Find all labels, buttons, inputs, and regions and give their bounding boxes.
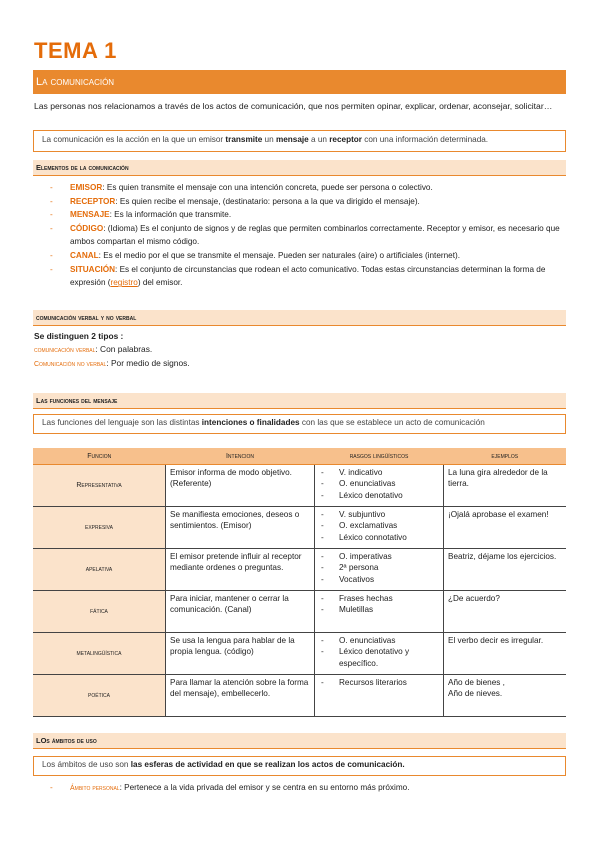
trait-item: - O. imperativas [319,551,439,562]
table-header-row [33,448,566,465]
element-text: : Es quien transmite el mensaje con una intención concreta, puede ser persona o colectivo. [102,183,433,192]
functions-def-bold: intenciones o finalidades [201,418,300,427]
table-row [33,591,566,633]
element-text: : Es quien recibe el mensaje, (destinatario: persona a la que va dirigido el mensaje). [115,196,420,206]
intro-paragraph: Las personas nos relacionamos a través de los actos de comunicación, que nos permiten opinar, explicar, ordenar, aconsejar, solicitar… [34,101,553,111]
trait-item: - Léxico denotativo y específico. [319,646,439,669]
function-intent: Para llamar la atención sobre la forma del mensaje), embellecerlo. [166,675,315,717]
element-text: : (Idioma) Es el conjunto de signos y de reglas que permiten combinarlos correctamente. Receptor y emisor, es necesario que ambos compartan el mismo código. [70,223,560,247]
definition-bold: transmite [225,135,263,144]
table-row [33,633,566,675]
function-example: ¿De acuerdo? [444,591,567,633]
ambito-personal-item [50,783,410,792]
trait-item: - V. indicativo [319,467,439,478]
functions-def-text: con las que se establece un acto de comunicación [299,418,485,427]
list-item [50,249,570,263]
function-name: apelativa [33,549,166,591]
section-header-functions: Las funciones del mensaje [33,393,566,409]
table-header: rasgos lingüísticos [315,448,444,465]
function-traits [315,507,444,549]
trait-item: - O. enunciativas [319,478,439,489]
trait-item: - O. enunciativas [319,635,439,646]
function-traits [315,549,444,591]
function-traits [315,675,444,717]
verbal-item [34,343,190,357]
element-term: SITUACIÓN [70,264,116,274]
element-term: RECEPTOR [70,196,116,206]
function-example: El verbo decir es irregular. [444,633,567,675]
trait-item: - V. subjuntivo [319,509,439,520]
verbal-label: comunicación verbal [34,347,96,354]
table-header: Intencion [166,448,315,465]
page-title: TEMA 1 [34,38,117,63]
function-traits [315,465,444,507]
trait-item: - Recursos literarios [319,677,439,688]
function-example: Beatriz, déjame los ejercicios. [444,549,567,591]
section-header-elements: Elementos de la comunicación [33,160,566,176]
trait-item: - Vocativos [319,574,439,585]
table-header: Funcion [33,448,166,465]
trait-item: - Léxico connotativo [319,532,439,543]
element-term: CANAL [70,250,99,260]
verbal-intro: Se distinguen 2 tipos : [34,331,124,341]
section-header-communication: La comunicación [33,70,566,94]
table-row [33,465,566,507]
list-item [50,222,570,249]
function-intent: El emisor pretende influir al receptor mediante ordenes o preguntas. [166,549,315,591]
trait-item: - Muletillas [319,604,439,615]
function-intent: Se manifiesta emociones, deseos o sentimientos. (Emisor) [166,507,315,549]
verbal-text: : Con palabras. [95,344,153,354]
ambito-personal-label: Ámbito personal [70,785,120,792]
function-name: fática [33,591,166,633]
table-header: ejemplos [444,448,567,465]
elements-list [50,181,570,290]
list-item [50,263,570,290]
definition-box [33,130,566,152]
trait-item: - Frases hechas [319,593,439,604]
function-example: La luna gira alrededor de la tierra. [444,465,567,507]
nonverbal-label: Comunicación no verbal [34,361,107,368]
ambitos-def-bold: las esferas de actividad en que se realizan los actos de comunicación. [130,760,405,769]
function-traits [315,633,444,675]
section-header-verbal: comunicación verbal y no verbal [33,310,566,326]
definition-bold: mensaje [275,135,309,144]
function-name: expresiva [33,507,166,549]
registro-link: registro [110,278,138,288]
ambito-personal-text: : Pertenece a la vida privada del emisor y se centra en su entorno más próximo. [119,783,410,792]
functions-def-text: Las funciones del lenguaje son las distintas [42,418,202,427]
function-example: Año de bienes , Año de nieves. [444,675,567,717]
definition-text: un [262,135,276,144]
functions-definition-box [33,414,566,434]
table-row [33,549,566,591]
definition-text: a un [308,135,330,144]
trait-item: - 2ª persona [319,562,439,573]
ambitos-definition-box [33,756,566,776]
ambitos-def-text: Los ámbitos de uso son [42,760,131,769]
table-row [33,675,566,717]
definition-bold: receptor [329,135,362,144]
function-intent: Para iniciar, mantener o cerrar la comunicación. (Canal) [166,591,315,633]
functions-table [33,448,566,717]
function-name: Representativa [33,465,166,507]
section-header-ambitos: LOs ámbitos de uso [33,733,566,749]
trait-item: - O. exclamativas [319,520,439,531]
element-term: CÓDIGO [70,223,104,233]
nonverbal-item [34,357,190,371]
element-text: : Es el conjunto de circunstancias que rodean el acto comunicativo. Todas estas circunstancias determinan la forma de expresión ( [70,264,546,288]
element-term: MENSAJE [70,210,110,220]
list-item [50,181,570,195]
function-intent: Emisor informa de modo objetivo. (Referente) [166,465,315,507]
list-item [50,208,570,222]
function-name: metalingüística [33,633,166,675]
nonverbal-text: : Por medio de signos. [106,358,190,368]
table-row [33,507,566,549]
element-text: ) del emisor. [137,278,183,288]
function-example: ¡Ojalá aprobase el examen! [444,507,567,549]
trait-item: - Léxico denotativo [319,490,439,501]
definition-text: con una información determinada. [362,135,489,144]
function-name: poética [33,675,166,717]
verbal-block [34,330,190,371]
definition-text: La comunicación es la acción en la que un emisor [42,135,226,144]
function-intent: Se usa la lengua para hablar de la propia lengua. (código) [166,633,315,675]
element-text: : Es la información que transmite. [109,210,232,220]
element-text: : Es el medio por el que se transmite el mensaje. Pueden ser naturales (aire) o artificiales (internet). [98,250,460,260]
function-traits [315,591,444,633]
element-term: EMISOR [70,183,103,192]
list-item [50,195,570,209]
